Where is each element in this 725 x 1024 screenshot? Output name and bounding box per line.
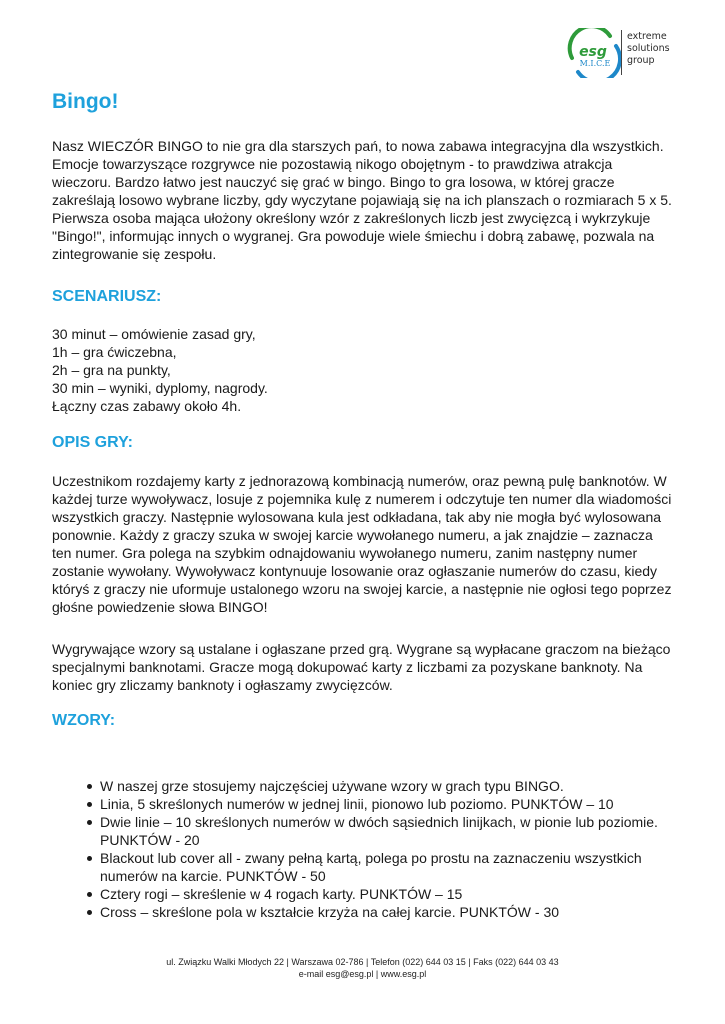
- description-heading: OPIS GRY:: [52, 434, 133, 451]
- logo-line-3: group: [627, 55, 655, 66]
- logo-line-1: extreme: [627, 31, 667, 42]
- description-paragraph-1: Uczestnikom rozdajemy karty z jednorazową kombinacją numerów, oraz pewną pulę banknotów. W każdej turze wywoływacz, losuje z pojemnika kulę z numerem i odczytuje ten numer dla wiadomości wszystkich graczy. Następnie wylosowana kula jest odkładana, tak aby nie mogła być wylosowana ponownie. Każdy z graczy szuka w swojej karcie wywołanego numeru, a jak znajdzie – zaznacza ten numer. Gra polega na szybkim odnajdowaniu wywołanego numeru, zanim następny numer zostanie wywołany. Wywoływacz kontynuuje losowanie oraz ogłaszanie numerów do czasu, kiedy któryś z graczy nie uformuje ustalonego wzoru na swojej karcie, a następnie nie ogłosi tego poprzez głośne powiedzenie słowa BINGO!: [52, 473, 672, 615]
- intro-paragraph: Nasz WIECZÓR BINGO to nie gra dla starszych pań, to nowa zabawa integracyjna dla wszystkich. Emocje towarzyszące rozgrywce nie pozostawią nikogo obojętnym - to prawdziwa atrakcja wieczoru. Bardzo łatwo jest nauczyć się grać w bingo. Bingo to gra losowa, w której gracze zakreślają losowo wybrane liczby, gdy wyczytane pojawiają się na ich planszach o rozmiarach 5 x 5. Pierwsza osoba mająca ułożony określony wzór z zakreślonych liczb jest zwycięzcą i wykrzykuje "Bingo!", informując innych o wygranej. Gra powoduje wiele śmiechu i dobrą zabawę, pozwala na zintegrowanie się zespołu.: [52, 138, 672, 262]
- list-item: W naszej grze stosujemy najczęściej używane wzory w grach typu BINGO.: [52, 777, 672, 795]
- logo-mark-text: esg: [579, 44, 607, 60]
- page-footer: [0, 956, 725, 980]
- scenario-heading: SCENARIUSZ:: [52, 288, 162, 305]
- page-title: Bingo!: [52, 90, 119, 113]
- logo-divider: [621, 30, 622, 75]
- scenario-line: Łączny czas zabawy około 4h.: [52, 398, 242, 414]
- list-item: Cross – skreślone pola w kształcie krzyża na całej karcie. PUNKTÓW - 30: [52, 903, 672, 921]
- list-item: Cztery rogi – skreślenie w 4 rogach karty. PUNKTÓW – 15: [52, 885, 672, 903]
- patterns-list: [52, 777, 672, 921]
- esg-logo-mark-icon: [566, 28, 624, 78]
- scenario-line: 30 minut – omówienie zasad gry,: [52, 326, 256, 342]
- scenario-line: 1h – gra ćwiczebna,: [52, 344, 177, 360]
- footer-address: ul. Związku Walki Młodych 22 | Warszawa 02-786 | Telefon (022) 644 03 15 | Faks (022) 644 03 43: [166, 957, 559, 967]
- list-item: Blackout lub cover all - zwany pełną kartą, polega po prostu na zaznaczeniu wszystkich numerów na karcie. PUNKTÓW - 50: [52, 849, 672, 885]
- scenario-line: 2h – gra na punkty,: [52, 362, 171, 378]
- patterns-heading: WZORY:: [52, 712, 116, 729]
- logo-mark-sub: M.I.C.E: [579, 59, 611, 68]
- logo-line-2: solutions: [627, 43, 670, 54]
- list-item: Dwie linie – 10 skreślonych numerów w dwóch sąsiednich linijkach, w pionie lub poziomie. PUNKTÓW - 20: [52, 813, 672, 849]
- scenario-list: [52, 325, 268, 415]
- logo-wordmark: [627, 31, 670, 67]
- description-paragraph-2: Wygrywające wzory są ustalane i ogłaszane przed grą. Wygrane są wypłacane graczom na bieżąco specjalnymi banknotami. Gracze mogą dokupować karty z liczbami za pozyskane banknoty. Na koniec gry zliczamy banknoty i ogłaszamy zwycięzców.: [52, 641, 671, 693]
- list-item: Linia, 5 skreślonych numerów w jednej linii, pionowo lub poziomo. PUNKTÓW – 10: [52, 795, 672, 813]
- scenario-line: 30 min – wyniki, dyplomy, nagrody.: [52, 380, 268, 396]
- footer-contact: e-mail esg@esg.pl | www.esg.pl: [298, 969, 427, 979]
